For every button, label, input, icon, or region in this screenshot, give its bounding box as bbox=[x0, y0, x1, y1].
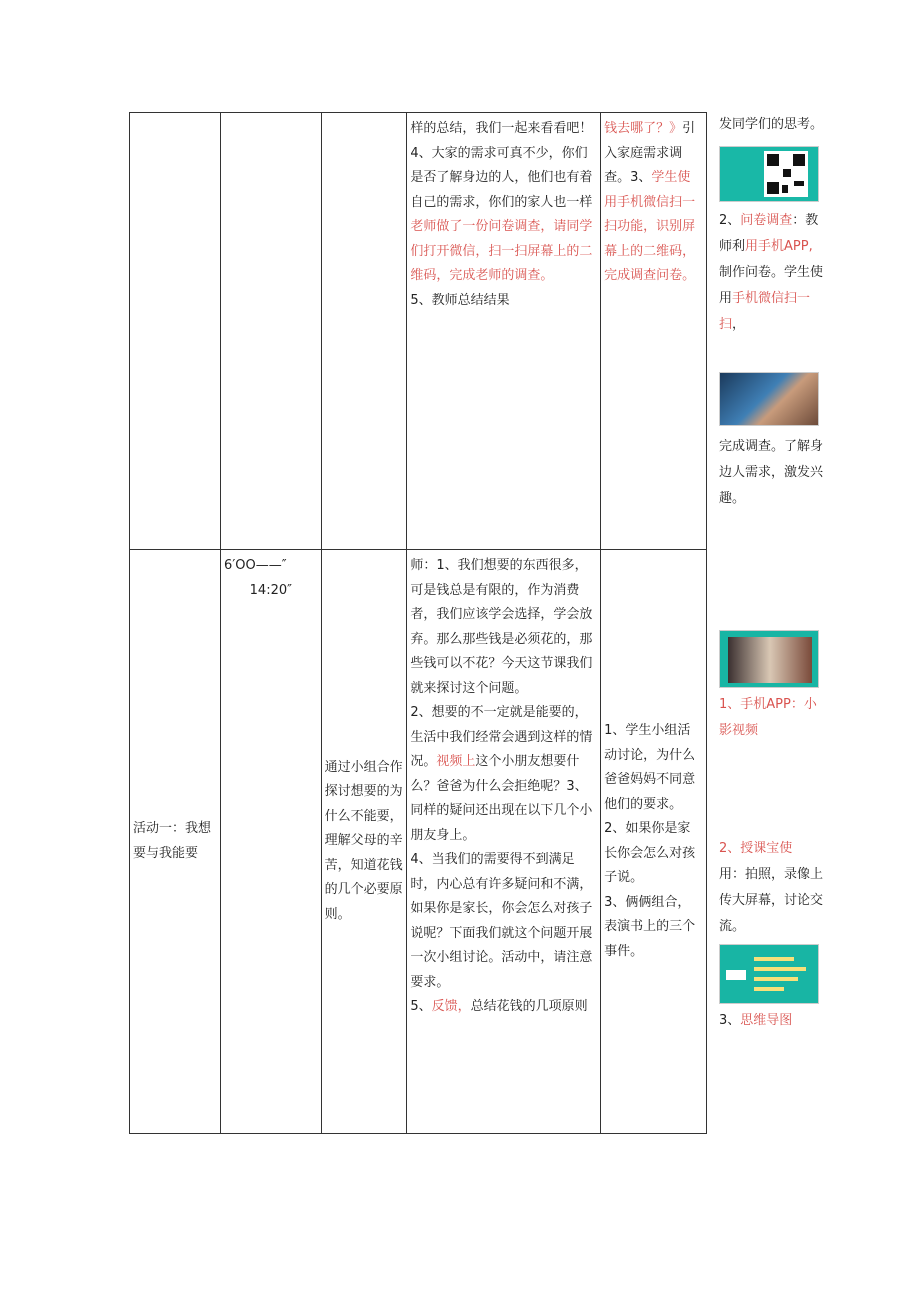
activity-cell bbox=[130, 550, 221, 1134]
table-row bbox=[130, 113, 707, 550]
student-text: 3、俩俩组合，表演书上的三个事件。 bbox=[604, 894, 696, 959]
time-end: 14:20″ bbox=[249, 582, 292, 598]
mind-map-thumbnail bbox=[719, 944, 819, 1004]
side-text-highlight: 问卷调查 bbox=[740, 213, 793, 228]
lesson-plan-table bbox=[129, 112, 707, 1134]
teacher-text-highlight: 老师做了一份问卷调查，请同学们打开微信，扫一扫屏幕上的二维码，完成老师的调查。 bbox=[410, 219, 593, 283]
goal-cell bbox=[321, 550, 407, 1134]
teacher-text: 总结花钱的几项原则 bbox=[470, 999, 588, 1014]
survey-photo-thumbnail bbox=[719, 372, 819, 426]
activity-title: 活动一：我想要与我能要 bbox=[133, 821, 212, 861]
side-text-highlight: 手机微信扫一扫 bbox=[719, 291, 811, 332]
time-cell bbox=[221, 550, 322, 1134]
student-activity-cell bbox=[601, 550, 707, 1134]
qr-code-icon bbox=[764, 151, 808, 197]
student-text-highlight: 钱去哪了？》 bbox=[604, 121, 683, 136]
side-text: ：教师利 bbox=[719, 213, 819, 254]
teacher-text: 师：1、我们想要的东西很多，可是钱总是有限的，作为消费者，我们应该学会选择，学会放弃。那么那些钱是必须花的，那些钱可以不花？今天这节课我们就来探讨这个问题。 bbox=[410, 558, 593, 696]
side-text: 3、 bbox=[719, 1013, 741, 1028]
tech-notes-column bbox=[719, 112, 825, 1034]
side-text-highlight: 思维导图 bbox=[740, 1013, 793, 1028]
teacher-text: 4、当我们的需要得不到满足时，内心总有许多疑问和不满，如果你是家长，你会怎么对孩子说呢？下面我们就这个问题开展一次小组讨论。活动中，请注意要求。 bbox=[410, 852, 593, 990]
side-text: 2、 bbox=[719, 213, 741, 228]
teacher-text: 这个小朋友想要什么？爸爸为什么会拒绝呢？3、同样的疑问还出现在以下几个小朋友身上。 bbox=[410, 754, 593, 843]
side-text: 制作问卷。学生使用 bbox=[719, 265, 824, 306]
video-frame bbox=[728, 637, 812, 683]
teacher-text: 4、大家的需求可真不少，你们是否了解身边的人，他们也有着自己的需求，你们的家人也一样 bbox=[410, 145, 593, 210]
student-text-highlight: 学生使用手机微信扫一扫功能，识别屏幕上的二维码，完成调查问卷。 bbox=[604, 170, 696, 283]
student-text: 2、如果你是家长你会怎么对孩子说。 bbox=[604, 821, 696, 885]
side-text: 用：拍照，录像上传大屏幕，讨论交流。 bbox=[719, 867, 824, 934]
teacher-activity-cell bbox=[407, 550, 601, 1134]
teacher-text-highlight: 视频上 bbox=[436, 754, 476, 769]
teacher-activity-cell bbox=[407, 113, 601, 550]
side-text: 完成调查。了解身边人需求，激发兴趣。 bbox=[719, 439, 824, 506]
student-text: 1、学生小组活动讨论，为什么爸爸妈妈不同意他们的要求。 bbox=[604, 723, 696, 812]
student-text: 引入家庭需求调查。3、 bbox=[604, 121, 696, 185]
goal-text: 通过小组合作探讨想要的为什么不能要，理解父母的辛苦，知道花钱的几个必要原则。 bbox=[324, 759, 403, 922]
activity-cell bbox=[130, 113, 221, 550]
video-thumbnail bbox=[719, 630, 819, 688]
side-text: ， bbox=[732, 317, 746, 332]
side-text-highlight: 用手机APP, bbox=[745, 239, 813, 254]
goal-cell bbox=[321, 113, 407, 550]
side-text: 发同学们的思考。 bbox=[719, 117, 824, 132]
teacher-text: 样的总结，我们一起来看看吧！ bbox=[410, 121, 593, 136]
time-start: 6′OO——″ bbox=[224, 558, 287, 573]
side-text-highlight: 2、授课宝使 bbox=[719, 841, 793, 856]
mind-map-node bbox=[726, 970, 746, 980]
student-activity-cell bbox=[601, 113, 707, 550]
teacher-text: 5、 bbox=[410, 999, 432, 1014]
teacher-text: 5、教师总结结果 bbox=[410, 292, 510, 308]
qr-code-thumbnail bbox=[719, 146, 819, 202]
time-cell bbox=[221, 113, 322, 550]
table-row bbox=[130, 550, 707, 1134]
teacher-text-highlight: 反馈， bbox=[431, 999, 471, 1014]
teacher-text: 2、想要的不一定就是能要的，生活中我们经常会遇到这样的情况。 bbox=[410, 705, 593, 769]
side-text-highlight: 1、手机APP：小影视频 bbox=[719, 697, 817, 738]
